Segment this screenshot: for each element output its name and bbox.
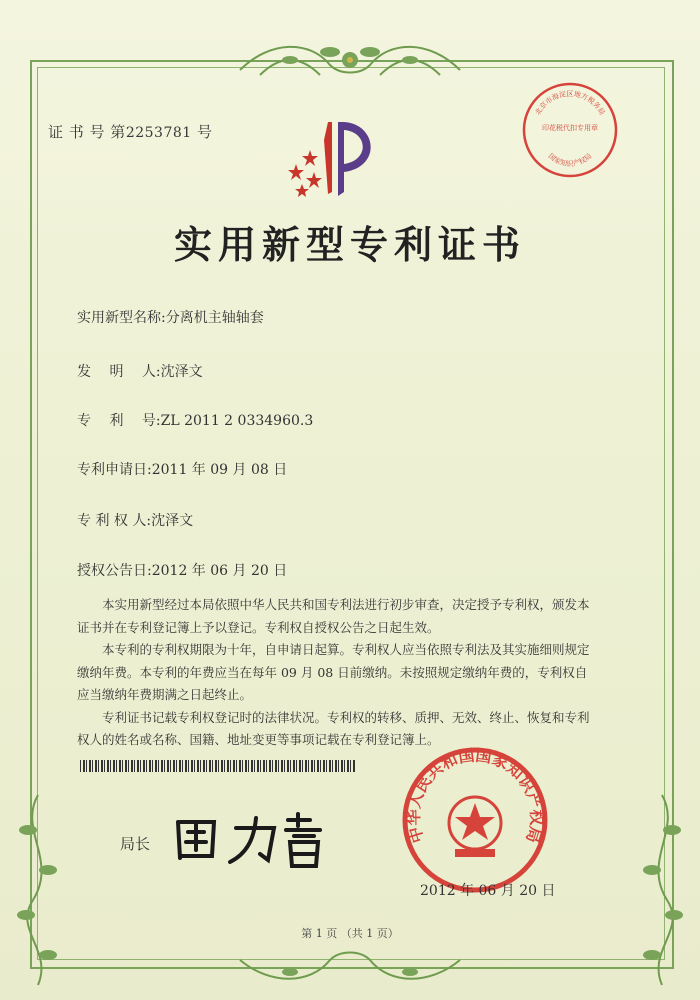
certificate-body [77, 594, 597, 752]
left-floral-ornament [8, 790, 68, 990]
tax-stamp [520, 80, 620, 180]
field-patentee [77, 510, 193, 530]
field-value: 2011 年 09 月 08 日 [151, 462, 288, 478]
body-paragraph: 本专利的专利权期限为十年，自申请日起算。专利权人应当依照专利法及其实施细则规定缴纳年费。本专利的年费应当在每年 09 月 08 日前缴纳。未按照规定缴纳年费的，专利权自应当缴纳年费期满之日起终止。 [77, 642, 590, 702]
field-inventor [77, 361, 203, 381]
seal-date: 2012 年 06 月 20 日 [420, 883, 556, 899]
field-value: 分离机主轴轴套 [165, 310, 264, 326]
field-label: 专利申请日: [77, 462, 152, 478]
field-patent-number [77, 410, 313, 430]
field-label: 授权公告日: [77, 563, 152, 579]
director-signature [170, 810, 340, 870]
field-value: 2012 年 06 月 20 日 [151, 563, 288, 579]
body-paragraph: 本实用新型经过本局依照中华人民共和国专利法进行初步审查，决定授予专利权，颁发本证书并在专利登记簿上予以登记。专利权自授权公告之日起生效。 [77, 597, 590, 635]
director-label: 局长 [120, 835, 151, 853]
tax-stamp-bottom-text: 国家知识产权局 [546, 152, 594, 168]
official-seal [400, 745, 550, 895]
field-grant-date [77, 560, 287, 580]
barcode [80, 760, 355, 772]
field-label: 发 明 人: [77, 364, 161, 380]
field-value: 沈泽文 [151, 513, 194, 529]
field-label: 实用新型名称: [77, 310, 166, 326]
right-floral-ornament [632, 790, 692, 990]
certificate-number-value: 2253781 [125, 125, 192, 141]
field-label: 专 利 权 人: [77, 513, 152, 529]
bottom-floral-ornament [230, 940, 470, 990]
field-utility-model-name [77, 307, 264, 327]
field-value: 沈泽文 [160, 364, 203, 380]
certificate-number-suffix: 号 [196, 123, 213, 141]
certificate-title: 实用新型专利证书 [173, 222, 526, 267]
certificate-number-label: 证 书 号 第 [48, 123, 126, 141]
seal-arc-text: 中华人民共和国国家知识产权局 [403, 745, 547, 846]
top-floral-ornament [230, 30, 470, 90]
field-label: 专 利 号: [77, 413, 161, 429]
patent-office-logo [282, 112, 392, 202]
page-number: 第 1 页 （共 1 页） [301, 927, 399, 940]
tax-stamp-arc-text: 北京市海淀区地方税务局 [533, 90, 607, 117]
certificate-number [48, 121, 212, 142]
body-paragraph: 专利证书记载专利权登记时的法律状况。专利权的转移、质押、无效、终止、恢复和专利权人的姓名或名称、国籍、地址变更等事项记载在专利登记簿上。 [77, 709, 590, 747]
field-value: ZL 2011 2 0334960.3 [160, 413, 314, 429]
field-application-date [77, 459, 287, 479]
tax-stamp-inner-text: 印花税代扣专用章 [542, 124, 598, 132]
